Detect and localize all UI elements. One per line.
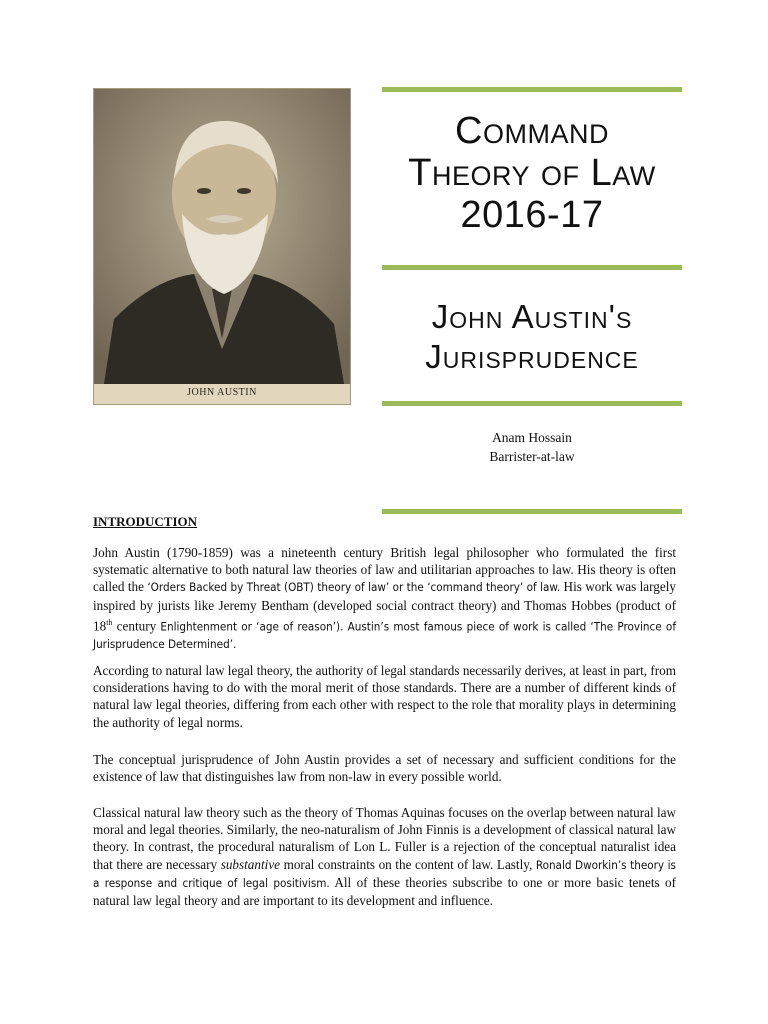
middle-rule <box>382 265 682 270</box>
p1-text-b: ‘Orders Backed by Threat (OBT) theory of law’ or the ‘command theory’ of law. <box>147 580 561 595</box>
title-line-2: Theory of Law <box>408 152 656 194</box>
p1-superscript: th <box>106 617 113 627</box>
author-role: Barrister-at-law <box>489 449 575 464</box>
p4-emphasis: substantive <box>220 856 281 872</box>
subtitle-line-2: Jurisprudence <box>425 338 639 375</box>
portrait-illustration <box>94 89 350 404</box>
document-subtitle <box>382 297 682 377</box>
paragraph-2: According to natural law legal theory, the authority of legal standards necessarily derives, at least in part, from considerations having to do with the moral merit of those standards. There are a number of different kinds of natural law legal theories, differing from each other with respect to the role that morality plays in determining the authority of legal norms. <box>93 663 676 730</box>
document-title <box>382 110 682 236</box>
top-rule <box>382 87 682 92</box>
paragraph-1 <box>93 544 676 654</box>
lower-rule <box>382 401 682 406</box>
p1-text-c: His work was largely inspired by jurists like Jeremy Bentham (developed social contract theory) and Thomas Hobbes (product of 18 <box>93 579 677 634</box>
paragraph-3: The conceptual jurisprudence of John Austin provides a set of necessary and sufficient conditions for the existence of law that distinguishes law from non-law in every possible world. <box>93 752 676 785</box>
p1-text-a: John Austin (1790-1859) was a nineteenth century British legal philosopher who formulated the first systematic alternative to both natural law theories of law and utilitarian approaches to law. His theory is often called the <box>93 545 676 595</box>
subtitle-line-1: John Austin's <box>431 298 633 335</box>
p4-text-a: Classical natural law theory such as the theory of Thomas Aquinas focuses on the overlap between natural law moral and legal theories. Similarly, the neo-naturalism of John Finnis is a development of classical natural law theory. In contrast, the procedural naturalism of Lon L. Fuller is a rejection of the conceptual naturalist idea that there are necessary <box>93 805 676 872</box>
photo-caption: JOHN AUSTIN <box>187 387 257 398</box>
title-line-1: Command <box>455 110 609 152</box>
paragraph-4 <box>93 804 676 909</box>
p4-text-c: Ronald Dworkin’s theory is a response and critique of legal positivism. <box>93 857 676 890</box>
portrait-photo <box>93 88 351 405</box>
p1-text-e: Enlightenment or ‘age of reason’). Austin’s most famous piece of work is called ‘The Province of Jurisprudence Determined’. <box>93 619 676 652</box>
title-line-3: 2016-17 <box>460 194 604 236</box>
p4-text-b: moral constraints on the content of law. Lastly, <box>280 856 536 872</box>
author-block <box>382 428 682 466</box>
author-name: Anam Hossain <box>492 430 572 445</box>
section-heading: INTRODUCTION <box>93 514 198 529</box>
section-rule <box>382 509 682 514</box>
p1-text-d: century <box>112 618 161 634</box>
p4-text-d: All of these theories subscribe to one or more basic tenets of natural law legal theory and are important to its development and influence. <box>93 874 676 909</box>
